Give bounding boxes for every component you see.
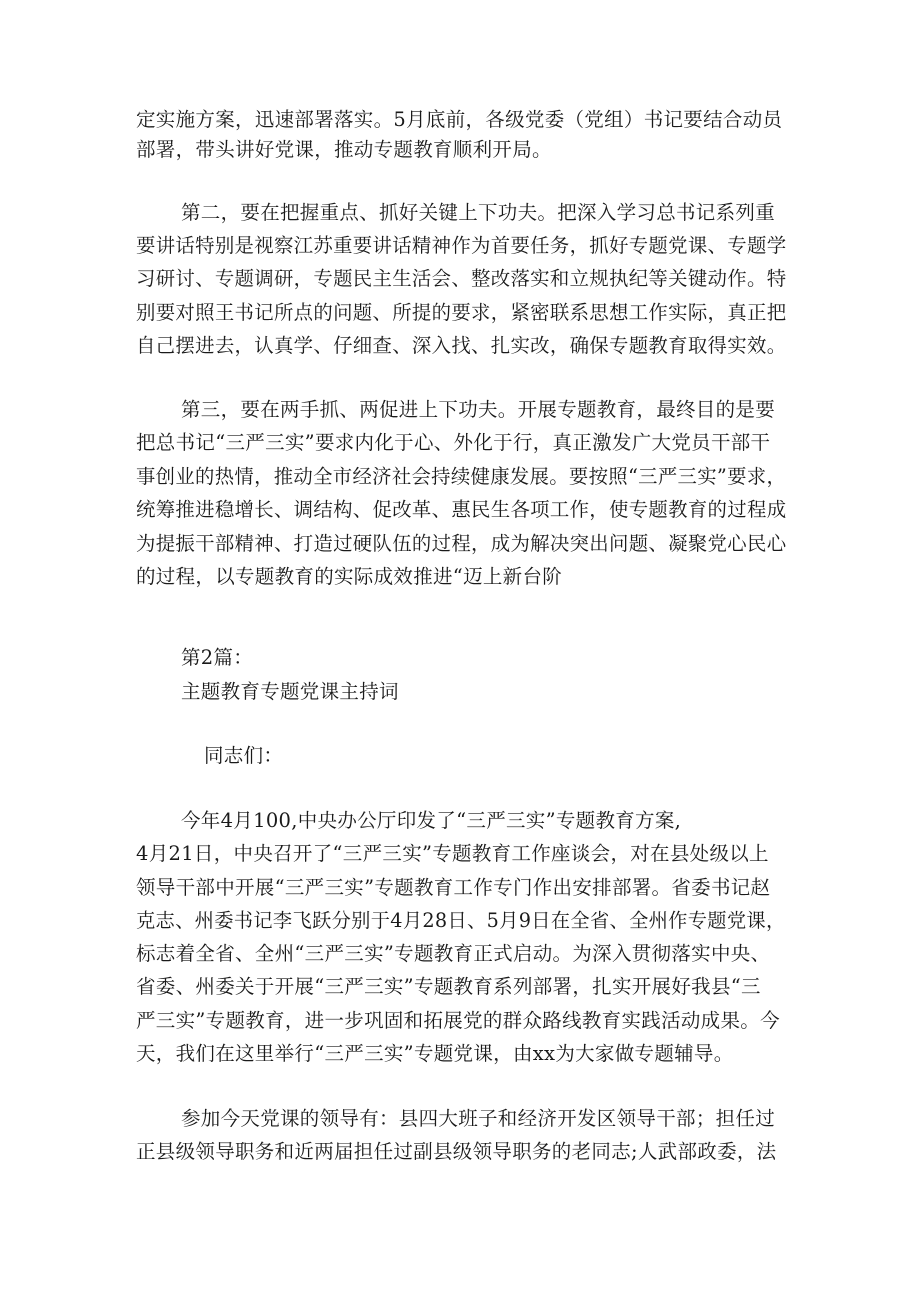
text-line: 事创业的热情，推动全市经济社会持续健康发展。要按照“三严三实”要求， bbox=[136, 465, 787, 488]
text-line: 第三，要在两手抓、两促进上下功夫。开展专题教育，最终目的是要 bbox=[181, 398, 776, 421]
text-line: 统筹推进稳增长、调结构、促改革、惠民生各项工作，使专题教育的过程成 bbox=[136, 498, 787, 521]
text-line: 别要对照王书记所点的问题、所提的要求，紧密联系思想工作实际，真正把 bbox=[136, 301, 787, 324]
text-line: 4月21日，中央召开了“三严三实”专题教育工作座谈会，对在县处级以上 bbox=[136, 842, 769, 865]
text-line: 自己摆进去，认真学、仔细查、深入找、扎实改，确保专题教育取得实效。 bbox=[136, 334, 787, 357]
section-number: 第2篇： bbox=[181, 646, 254, 669]
text-line: 把总书记“三严三实”要求内化于心、外化于行，真正激发广大党员干部干 bbox=[136, 431, 771, 454]
text-line: 部署，带头讲好党课，推动专题教育顺利开局。 bbox=[136, 138, 552, 161]
text-line: 第二，要在把握重点、抓好关键上下功夫。把深入学习总书记系列重 bbox=[181, 201, 776, 224]
text-line: 定实施方案，迅速部署落实。5月底前，各级党委（党组）书记要结合动员 bbox=[136, 108, 783, 131]
text-line: 的过程，以专题教育的实际成效推进“迈上新台阶 bbox=[136, 565, 563, 588]
text-line: 领导干部中开展“三严三实”专题教育工作专门作出安排部署。省委书记赵 bbox=[136, 876, 771, 899]
text-line: 克志、州委书记李飞跃分别于4月28日、5月9日在全省、全州作专题党课， bbox=[136, 909, 786, 932]
section-title: 主题教育专题党课主持词 bbox=[181, 680, 399, 703]
text-line: 今年4月100,中央办公厅印发了“三严三实”专题教育方案, bbox=[181, 809, 682, 832]
text-line: 省委、州委关于开展“三严三实”专题教育系列部署，扎实开展好我县“三 bbox=[136, 975, 761, 998]
text-line: 参加今天党课的领导有：县四大班子和经济开发区领导干部；担任过 bbox=[181, 1107, 776, 1130]
text-line: 严三实”专题教育，进一步巩固和拓展党的群众路线教育实践活动成果。今 bbox=[136, 1009, 780, 1032]
text-line: 正县级领导职务和近两届担任过副县级领导职务的老同志;人武部政委，法 bbox=[136, 1140, 777, 1163]
text-line: 习研讨、专题调研，专题民主生活会、整改落实和立规执纪等关键动作。特 bbox=[136, 267, 787, 290]
text-line: 标志着全省、全州“三严三实”专题教育正式启动。为深入贯彻落实中央、 bbox=[136, 942, 771, 965]
text-line: 要讲话特别是视察江苏重要讲话精神作为首要任务，抓好专题党课、专题学 bbox=[136, 234, 787, 257]
text-line: 为提振干部精神、打造过硬队伍的过程，成为解决突出问题、凝聚党心民心 bbox=[136, 532, 787, 555]
salutation: 同志们： bbox=[204, 744, 284, 767]
text-line: 天，我们在这里举行“三严三实”专题党课，由xx为大家做专题辅导。 bbox=[136, 1042, 734, 1065]
